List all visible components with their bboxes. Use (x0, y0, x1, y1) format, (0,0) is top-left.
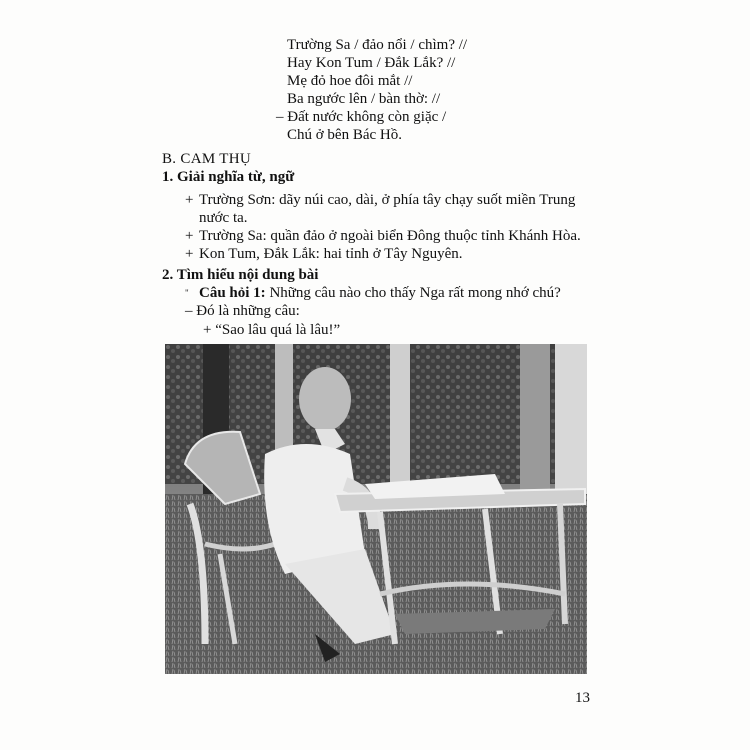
definition-text: Kon Tum, Đắk Lắk: hai tỉnh ở Tây Nguyên. (199, 246, 463, 262)
answer-item: + “Sao lâu quá là lâu!” (203, 322, 341, 338)
poem-line-4: Ba ngước lên / bàn thờ: // (287, 91, 441, 107)
poem-line-3: Mẹ đỏ hoe đôi mắt // (287, 73, 413, 89)
part2-heading: 2. Tìm hiểu nội dung bài (162, 267, 319, 283)
page-number: 13 (575, 690, 590, 706)
part1-heading-plain: 1. Giải (162, 169, 209, 185)
question-text: Những câu nào cho thấy Nga rất mong nhớ chú? (265, 285, 561, 301)
definition-item-2 (185, 227, 581, 245)
poem-line-5: – Đất nước không còn giặc / (276, 109, 447, 125)
definition-item-3 (185, 245, 462, 263)
definition-item-1 (185, 191, 575, 209)
definition-text: Trường Sơn: dãy núi cao, dài, ở phía tây chạy suốt miền Trung (199, 192, 576, 208)
definition-text: Trường Sa: quần đảo ở ngoài biển Đông thuộc tỉnh Khánh Hòa. (199, 228, 581, 244)
historical-photograph (165, 344, 587, 674)
definition-text: nước ta. (199, 210, 248, 226)
definition-item-1-cont (199, 209, 248, 227)
question-label: Câu hỏi 1: (199, 285, 266, 301)
answer-intro: – Đó là những câu: (185, 303, 300, 319)
part1-heading-bold: nghĩa từ, ngữ (208, 169, 295, 185)
bullet-mark: + (185, 228, 194, 244)
poem-line-1: Trường Sa / đảo nổi / chìm? // (287, 37, 468, 53)
photo-illustration (165, 344, 587, 674)
bullet-mark: + (185, 246, 194, 262)
section-b-title: B. CAM THỤ (162, 151, 251, 167)
bullet-mark: + (185, 192, 194, 208)
part1-heading (162, 168, 294, 186)
poem-line-2: Hay Kon Tum / Đắk Lắk? // (287, 55, 456, 71)
question-mark-glyph: " (185, 288, 189, 298)
poem-line-6: Chú ở bên Bác Hồ. (287, 127, 402, 143)
question-1 (185, 284, 561, 302)
